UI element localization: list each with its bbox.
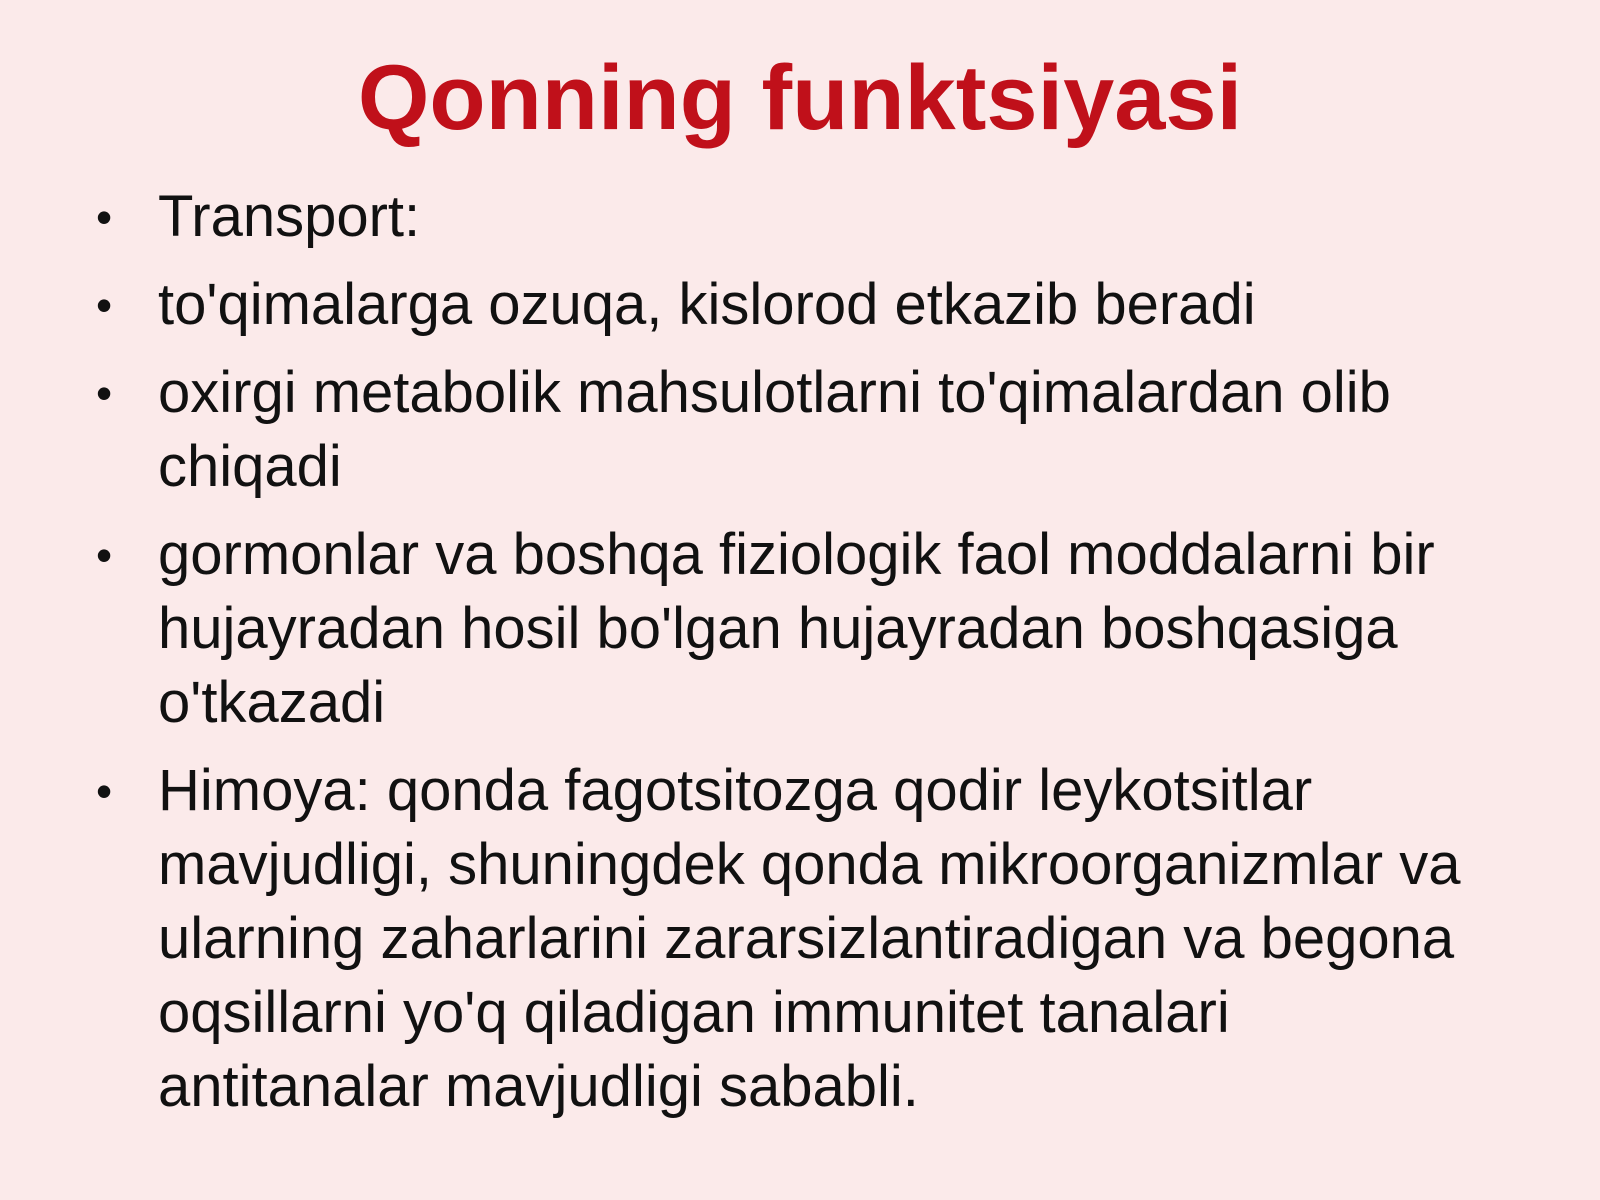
bullet-text: Transport: [158,184,421,249]
bullet-icon: • [96,367,113,419]
slide-title: Qonning funktsiyasi [357,47,1243,149]
list-item [90,754,1510,1124]
bullet-icon: • [96,279,113,331]
list-item [90,518,1510,740]
bullet-icon: • [96,529,113,581]
bullet-text: oxirgi metabolik mahsulotlarni to'qimalardan olib chiqadi [158,360,1391,499]
bullet-list [90,180,1510,1138]
bullet-text: to'qimalarga ozuqa, kislorod etkazib beradi [158,272,1256,337]
list-item [90,268,1510,342]
bullet-icon: • [96,191,113,243]
list-item [90,180,1510,254]
bullet-text: gormonlar va boshqa fiziologik faol moddalarni bir hujayradan hosil bo'lgan hujayradan boshqasiga o'tkazadi [158,522,1435,735]
bullet-text: Himoya: qonda fagotsitozga qodir leykotsitlar mavjudligi, shuningdek qonda mikroorganizmlar va ularning zaharlarini zararsizlantiradigan va begona oqsillarni yo'q qiladigan immunitet tanalari antitanalar mavjudligi sababli. [158,758,1461,1119]
list-item [90,356,1510,504]
bullet-icon: • [96,765,113,817]
